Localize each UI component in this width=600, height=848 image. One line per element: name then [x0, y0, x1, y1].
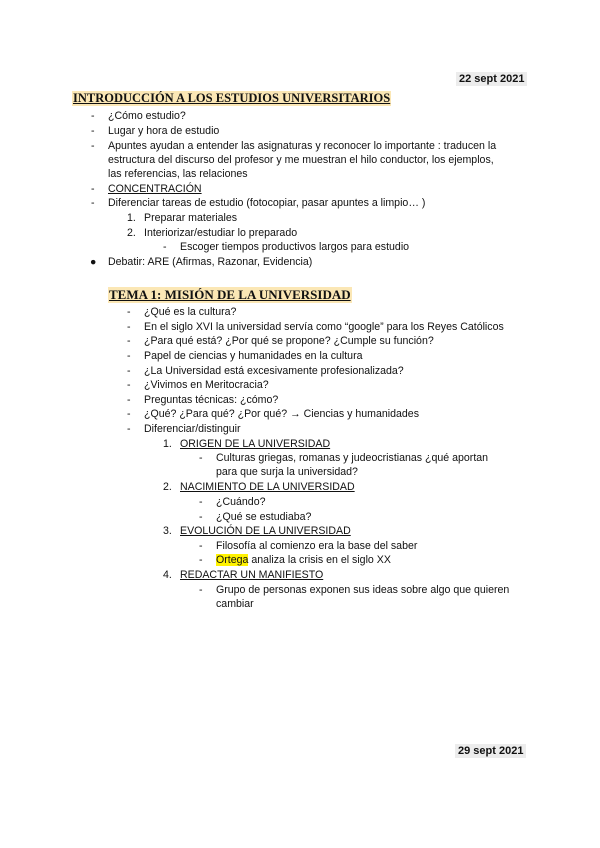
number-marker: 2.: [163, 481, 172, 493]
dash-marker: -: [199, 452, 203, 464]
dash-marker: -: [127, 335, 131, 347]
dash-marker: -: [91, 110, 95, 122]
subsection-title: EVOLUCIÓN DE LA UNIVERSIDAD: [180, 525, 351, 537]
list-item-continuation: las referencias, las relaciones: [108, 168, 248, 180]
dash-marker: -: [163, 241, 167, 253]
dash-marker: -: [127, 365, 131, 377]
list-item: ¿Qué es la cultura?: [144, 306, 237, 318]
dash-marker: -: [91, 197, 95, 209]
numbered-item: Interiorizar/estudiar lo preparado: [144, 227, 298, 239]
list-item: ¿Qué? ¿Para qué? ¿Por qué? → Ciencias y humanidades: [144, 408, 419, 420]
dash-marker: -: [127, 379, 131, 391]
number-marker: 1.: [163, 438, 172, 450]
list-item: Papel de ciencias y humanidades en la cultura: [144, 350, 363, 362]
date-top: 22 sept 2021: [456, 72, 527, 86]
sub-item: Escoger tiempos productivos largos para estudio: [180, 241, 410, 253]
numbered-item: Preparar materiales: [144, 212, 238, 224]
list-item: ¿La Universidad está excesivamente profesionalizada?: [144, 365, 404, 377]
list-item: Preguntas técnicas: ¿cómo?: [144, 394, 279, 406]
number-marker: 2.: [127, 227, 136, 239]
subsection-title: REDACTAR UN MANIFIESTO: [180, 569, 324, 581]
dash-marker: -: [199, 511, 203, 523]
list-item: ¿Vivimos en Meritocracia?: [144, 379, 269, 391]
list-item: ¿Para qué está? ¿Por qué se propone? ¿Cumple su función?: [144, 335, 434, 347]
sub-item: ¿Cuándo?: [216, 496, 266, 508]
bullet-marker: ●: [90, 256, 97, 268]
date-bottom: 29 sept 2021: [455, 744, 526, 758]
number-marker: 1.: [127, 212, 136, 224]
list-item: ¿Cómo estudio?: [108, 110, 186, 122]
dash-marker: -: [91, 125, 95, 137]
dash-marker: -: [91, 183, 95, 195]
dash-marker: -: [199, 554, 203, 566]
dash-marker: -: [199, 540, 203, 552]
list-item-continuation: estructura del discurso del profesor y me muestran el hilo conductor, los ejemplos,: [108, 154, 494, 166]
list-item-concentracion: CONCENTRACIÓN: [108, 183, 202, 195]
sub-item-continuation: cambiar: [216, 598, 254, 610]
sub-item-continuation: para que surja la universidad?: [216, 466, 358, 478]
subsection-title: NACIMIENTO DE LA UNIVERSIDAD: [180, 481, 355, 493]
list-item: Debatir: ARE (Afirmas, Razonar, Evidencia): [108, 256, 313, 268]
list-item: En el siglo XVI la universidad servía como “google” para los Reyes Católicos: [144, 321, 504, 333]
sub-item: Grupo de personas exponen sus ideas sobre algo que quieren: [216, 584, 510, 596]
sub-item: Culturas griegas, romanas y judeocristianas ¿qué aportan: [216, 452, 489, 464]
dash-marker: -: [199, 496, 203, 508]
dash-marker: -: [127, 350, 131, 362]
list-item: Lugar y hora de estudio: [108, 125, 220, 137]
sub-item-text: analiza la crisis en el siglo XX: [251, 554, 391, 566]
subsection-title: ORIGEN DE LA UNIVERSIDAD: [180, 438, 331, 450]
highlighted-name: Ortega: [216, 554, 249, 566]
dash-marker: -: [127, 423, 131, 435]
dash-marker: -: [127, 394, 131, 406]
section2-title: TEMA 1: MISIÓN DE LA UNIVERSIDAD: [109, 287, 351, 302]
number-marker: 4.: [163, 569, 172, 581]
sub-item-ortega: [216, 553, 391, 567]
dash-marker: -: [127, 306, 131, 318]
dash-marker: -: [127, 408, 131, 420]
dash-marker: -: [199, 584, 203, 596]
dash-marker: -: [127, 321, 131, 333]
list-item: Apuntes ayudan a entender las asignaturas y reconocer lo importante : traducen la: [108, 140, 497, 152]
number-marker: 3.: [163, 525, 172, 537]
list-item: Diferenciar/distinguir: [144, 423, 241, 435]
dash-marker: -: [91, 140, 95, 152]
section1-title: INTRODUCCIÓN A LOS ESTUDIOS UNIVERSITARIOS: [73, 91, 391, 105]
sub-item: ¿Qué se estudiaba?: [216, 511, 312, 523]
sub-item: Filosofía al comienzo era la base del saber: [216, 540, 418, 552]
list-item: Diferenciar tareas de estudio (fotocopiar, pasar apuntes a limpio… ): [108, 197, 426, 209]
